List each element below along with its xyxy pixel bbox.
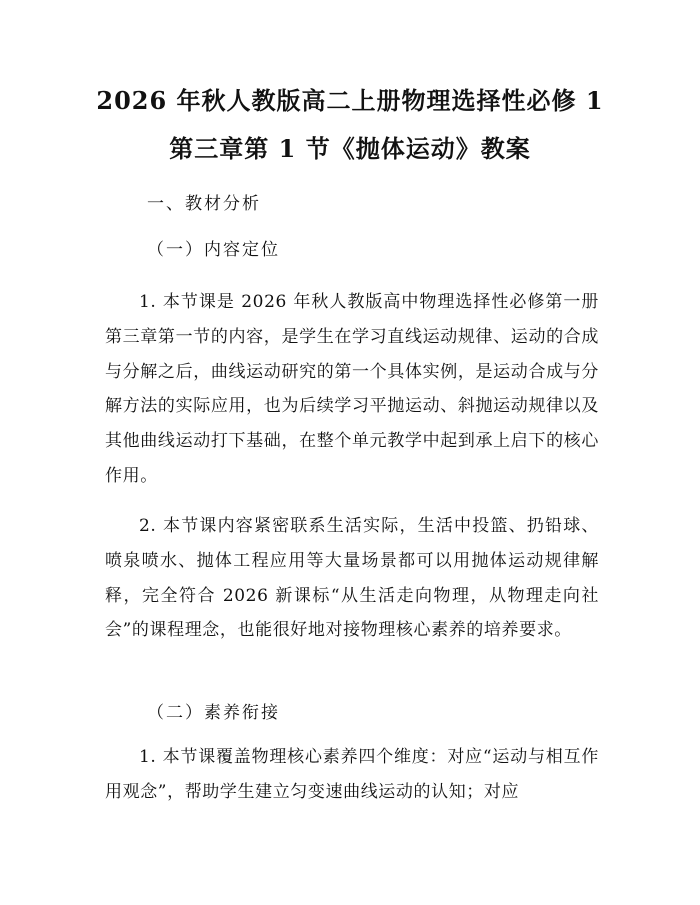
document-title-line-2: 第三章第 1 节《抛体运动》教案 xyxy=(169,134,531,163)
paragraph-2: 2. 本节课内容紧密联系生活实际，生活中投篮、扔铅球、喷泉喷水、抛体工程应用等大量场景都可以用抛体运动规律解释，完全符合 2026 新课标“从生活走向物理，从物理走向社会”的课程理念，也能很好地对接物理核心素养的培养要求。 xyxy=(105,516,599,641)
subsection-heading-content-positioning: （一）内容定位 xyxy=(147,240,280,260)
paragraph-3: 1. 本节课覆盖物理核心素养四个维度：对应“运动与相互作用观念”，帮助学生建立匀变速曲线运动的认知；对应 xyxy=(105,747,599,802)
subsection-heading-literacy-connection: （二）素养衔接 xyxy=(147,703,280,723)
section-heading-textbook-analysis: 一、教材分析 xyxy=(147,194,261,214)
document-title-line-1: 2026 年秋人教版高二上册物理选择性必修 1 xyxy=(96,86,604,115)
paragraph-1: 1. 本节课是 2026 年秋人教版高中物理选择性必修第一册第三章第一节的内容，是学生在学习直线运动规律、运动的合成与分解之后，曲线运动研究的第一个具体实例，是运动合成与分解方法的实际应用，也为后续学习平抛运动、斜抛运动规律以及其他曲线运动打下基础，在整个单元教学中起到承上启下的核心作用。 xyxy=(105,292,599,486)
